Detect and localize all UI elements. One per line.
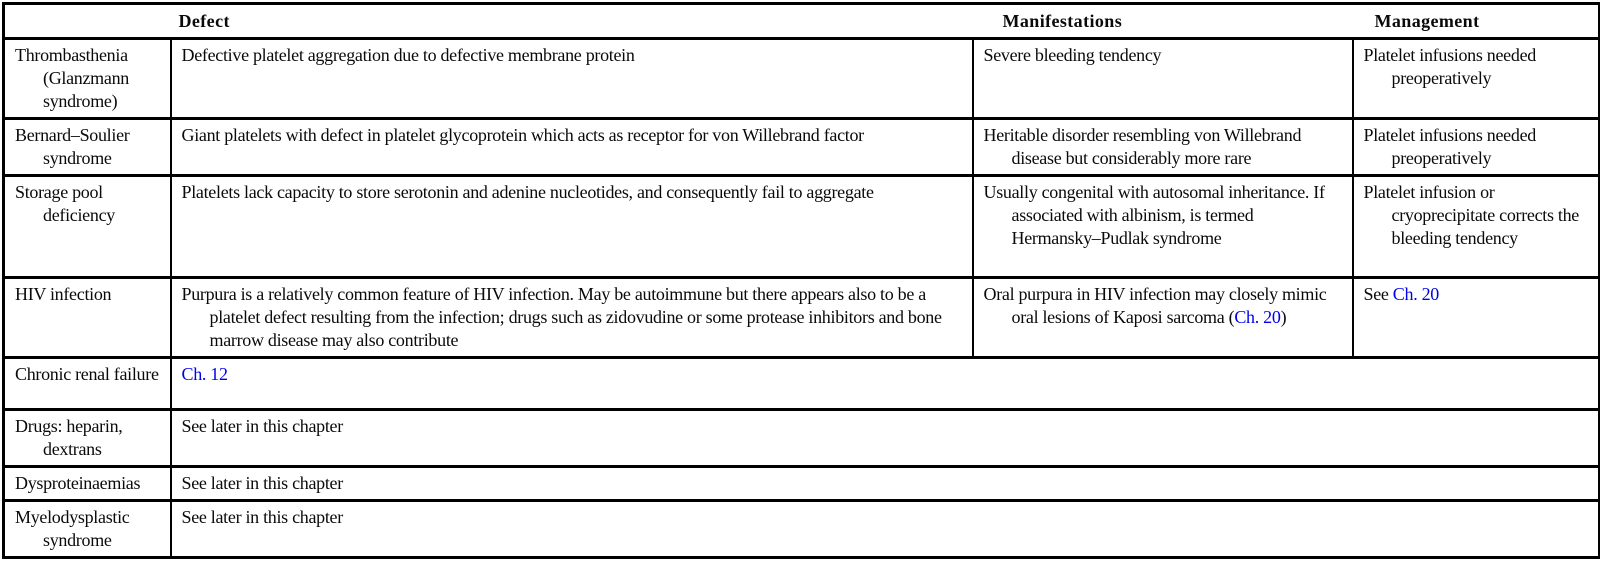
defect-cell xyxy=(171,278,973,358)
defect-text: See later in this chapter xyxy=(181,507,343,527)
management-cell xyxy=(1353,119,1600,176)
table-row-myelodysplastic xyxy=(4,501,1600,558)
column-header-defect: Defect xyxy=(171,4,973,39)
manifestations-text: Heritable disorder resembling von Willebrand disease but considerably more rare xyxy=(983,125,1302,168)
condition-cell xyxy=(4,176,171,278)
table-row-hiv-infection xyxy=(4,278,1600,358)
manifestations-cell xyxy=(973,176,1353,278)
table-row-bernard-soulier xyxy=(4,119,1600,176)
manifestations-text: Usually congenital with autosomal inheritance. If associated with albinism, is termed Hermansky–Pudlak syndrome xyxy=(983,182,1325,248)
condition-cell xyxy=(4,119,171,176)
condition-cell xyxy=(4,467,171,501)
condition-text: Chronic renal failure xyxy=(15,364,159,384)
management-text: Platelet infusions needed preoperatively xyxy=(1363,125,1536,168)
defect-cell-merged xyxy=(171,501,1600,558)
chapter-link[interactable]: Ch. 20 xyxy=(1234,307,1281,327)
management-text: See xyxy=(1363,284,1393,304)
management-cell xyxy=(1353,278,1600,358)
defect-text: Giant platelets with defect in platelet glycoprotein which acts as receptor for von Willebrand factor xyxy=(181,125,864,145)
condition-text: Thrombasthenia (Glanzmann syndrome) xyxy=(15,45,129,111)
table-row-chronic-renal-failure xyxy=(4,358,1600,410)
column-header-manifestations: Manifestations xyxy=(973,4,1353,39)
platelet-defects-table xyxy=(2,2,1600,559)
management-cell xyxy=(1353,176,1600,278)
chapter-link[interactable]: Ch. 20 xyxy=(1392,284,1440,304)
manifestations-cell xyxy=(973,278,1353,358)
defect-cell-merged xyxy=(171,467,1600,501)
condition-cell xyxy=(4,39,171,119)
manifestations-text: Oral purpura in HIV infection may closely mimic oral lesions of Kaposi sarcoma ( xyxy=(983,284,1327,327)
manifestations-text: Severe bleeding tendency xyxy=(983,45,1162,65)
condition-text: Dysproteinaemias xyxy=(15,473,141,493)
table-row-dysproteinaemias xyxy=(4,467,1600,501)
condition-cell xyxy=(4,410,171,467)
manifestations-cell xyxy=(973,119,1353,176)
column-header-management: Management xyxy=(1353,4,1600,39)
column-header-blank xyxy=(4,4,171,39)
condition-text: HIV infection xyxy=(15,284,112,304)
defect-text: Purpura is a relatively common feature of HIV infection. May be autoimmune but there appears also to be a platelet defect resulting from the infection; drugs such as zidovudine or some protease inhibitors and bone marrow disease may also contribute xyxy=(181,284,942,350)
defect-cell-merged xyxy=(171,410,1600,467)
table-row-drugs xyxy=(4,410,1600,467)
defect-cell xyxy=(171,176,973,278)
defect-text: See later in this chapter xyxy=(181,473,343,493)
condition-text: Storage pool deficiency xyxy=(15,182,115,225)
condition-text: Drugs: heparin, dextrans xyxy=(15,416,123,459)
manifestations-text-suffix: ) xyxy=(1280,307,1287,327)
condition-text: Bernard–Soulier syndrome xyxy=(15,125,130,168)
header-row xyxy=(4,4,1600,39)
defect-text: Defective platelet aggregation due to defective membrane protein xyxy=(181,45,635,65)
management-text: Platelet infusions needed preoperatively xyxy=(1363,45,1536,88)
condition-text: Myelodysplastic syndrome xyxy=(15,507,130,550)
management-cell xyxy=(1353,39,1600,119)
table-row-storage-pool xyxy=(4,176,1600,278)
condition-cell xyxy=(4,501,171,558)
defect-cell-merged xyxy=(171,358,1600,410)
table-row-thrombasthenia xyxy=(4,39,1600,119)
chapter-link[interactable]: Ch. 12 xyxy=(181,364,228,384)
defect-cell xyxy=(171,39,973,119)
condition-cell xyxy=(4,358,171,410)
defect-text: See later in this chapter xyxy=(181,416,343,436)
manifestations-cell xyxy=(973,39,1353,119)
defect-cell xyxy=(171,119,973,176)
condition-cell xyxy=(4,278,171,358)
management-text: Platelet infusion or cryoprecipitate corrects the bleeding tendency xyxy=(1363,182,1579,248)
defect-text: Platelets lack capacity to store serotonin and adenine nucleotides, and consequently fail to aggregate xyxy=(181,182,874,202)
